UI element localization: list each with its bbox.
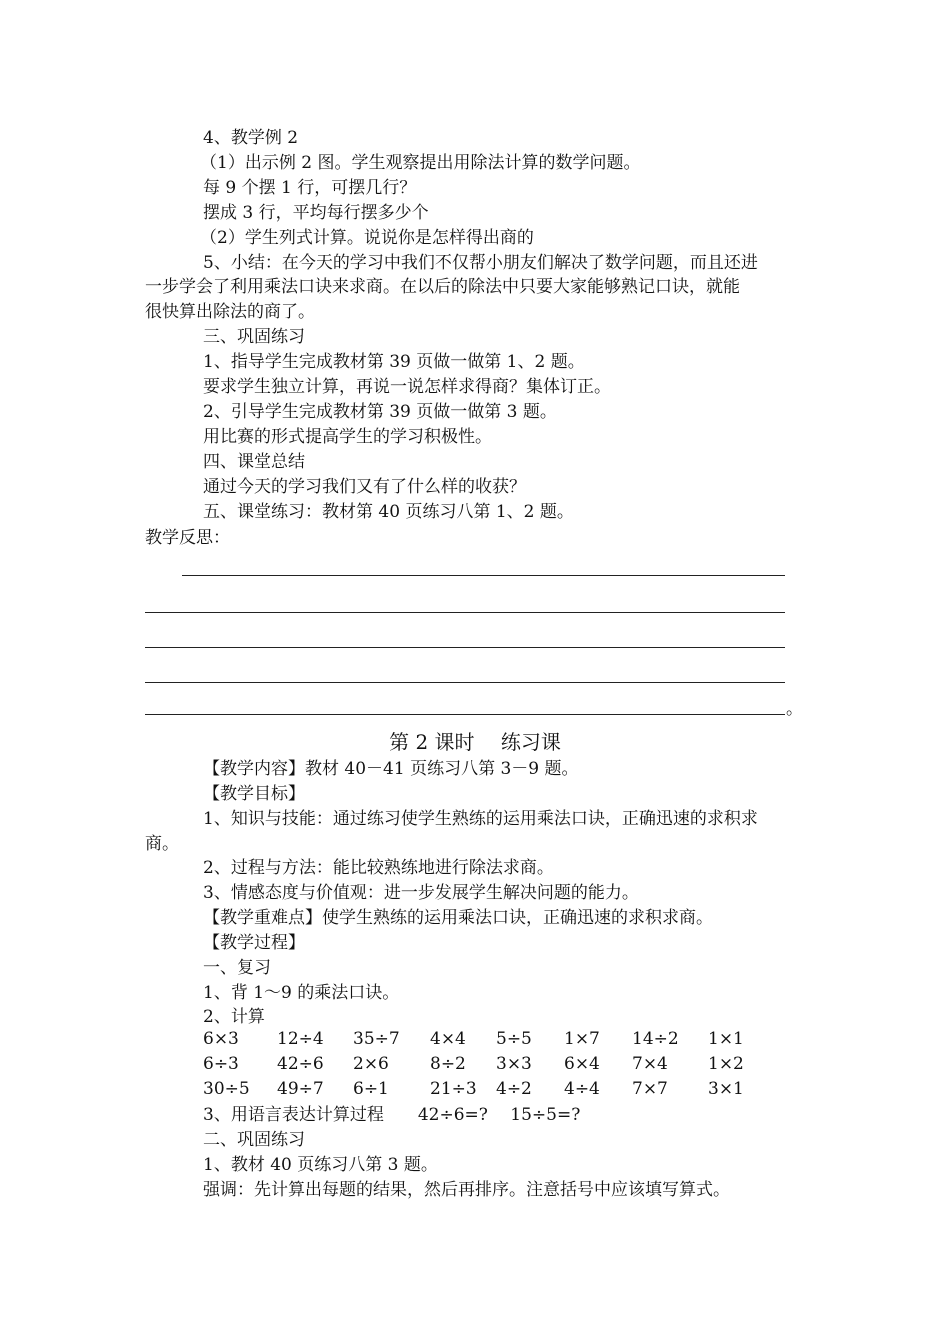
lesson-title (0, 729, 950, 755)
grid-cell: 1×2 (708, 1054, 744, 1074)
text-line: 强调：先计算出每题的结果，然后再排序。注意括号中应该填写算式。 (203, 1180, 730, 1200)
text-line: 1、指导学生完成教材第 39 页做一做第 1、2 题。 (203, 352, 585, 372)
section-heading: 四、课堂总结 (203, 452, 305, 472)
grid-row (203, 1078, 744, 1103)
grid-cell: 4÷2 (496, 1079, 532, 1099)
text-line: 2、计算 (203, 1007, 265, 1027)
reflection-label: 教学反思： (145, 528, 230, 548)
writing-line (145, 647, 785, 648)
grid-cell: 3×3 (496, 1054, 532, 1074)
writing-line (145, 714, 785, 715)
text-line: 【教学目标】 (203, 784, 305, 804)
text-line: 摆成 3 行，平均每行摆多少个 (203, 203, 429, 223)
grid-cell: 2×6 (353, 1054, 389, 1074)
grid-cell: 42÷6 (277, 1054, 324, 1074)
writing-line (182, 575, 785, 576)
grid-cell: 14÷2 (632, 1029, 679, 1049)
grid-cell: 4×4 (430, 1029, 466, 1049)
writing-line (145, 612, 785, 613)
text-line: 5、小结：在今天的学习中我们不仅帮小朋友们解决了数学问题，而且还进 (203, 253, 758, 273)
text-line: 2、引导学生完成教材第 39 页做一做第 3 题。 (203, 402, 557, 422)
lesson-number: 第 2 课时 (389, 730, 475, 754)
grid-cell: 6×3 (203, 1029, 239, 1049)
text-line: 用比赛的形式提高学生的学习积极性。 (203, 427, 492, 447)
grid-cell: 5÷5 (496, 1029, 532, 1049)
text-line: （2）学生列式计算。说说你是怎样得出商的 (200, 228, 534, 248)
section-heading: 二、巩固练习 (203, 1130, 305, 1150)
grid-cell: 3×1 (708, 1079, 744, 1099)
text-line: 一步学会了利用乘法口诀来求商。在以后的除法中只要大家能够熟记口诀，就能 (145, 277, 740, 297)
grid-cell: 12÷4 (277, 1029, 324, 1049)
grid-cell: 49÷7 (277, 1079, 324, 1099)
text-line: 3、情感态度与价值观：进一步发展学生解决问题的能力。 (203, 883, 639, 903)
grid-row (203, 1053, 744, 1078)
lesson-type: 练习课 (500, 730, 561, 754)
text-line: 【教学内容】教材 40－41 页练习八第 3－9 题。 (203, 759, 579, 779)
text-line: 1、知识与技能：通过练习使学生熟练的运用乘法口诀，正确迅速的求积求 (203, 809, 758, 829)
grid-cell: 7×4 (632, 1054, 668, 1074)
text-line: 通过今天的学习我们又有了什么样的收获？ (203, 477, 526, 497)
grid-cell: 6÷1 (353, 1079, 389, 1099)
grid-cell: 7×7 (632, 1079, 668, 1099)
text-line: （1）出示例 2 图。学生观察提出用除法计算的数学问题。 (200, 153, 641, 173)
text-line: 五、课堂练习：教材第 40 页练习八第 1、2 题。 (203, 502, 574, 522)
grid-cell: 8÷2 (430, 1054, 466, 1074)
period-mark: 。 (786, 699, 803, 719)
text-line: 4、教学例 2 (203, 128, 299, 148)
grid-row (203, 1028, 744, 1053)
grid-cell: 1×1 (708, 1029, 744, 1049)
text-line: 3、用语言表达计算过程 42÷6=? 15÷5=? (203, 1105, 581, 1125)
writing-line (145, 682, 785, 683)
text-line: 要求学生独立计算，再说一说怎样求得商？集体订正。 (203, 377, 611, 397)
text-line: 【教学重难点】使学生熟练的运用乘法口诀，正确迅速的求积求商。 (203, 908, 713, 928)
grid-cell: 21÷3 (430, 1079, 477, 1099)
text-line: 【教学过程】 (203, 933, 305, 953)
grid-cell: 6÷3 (203, 1054, 239, 1074)
section-heading: 一、复习 (203, 958, 271, 978)
text-line: 1、教材 40 页练习八第 3 题。 (203, 1155, 438, 1175)
text-line: 很快算出除法的商了。 (145, 302, 315, 322)
grid-cell: 1×7 (564, 1029, 600, 1049)
text-line: 每 9 个摆 1 行，可摆几行？ (203, 178, 417, 198)
grid-cell: 4÷4 (564, 1079, 600, 1099)
section-heading: 三、巩固练习 (203, 327, 305, 347)
grid-cell: 30÷5 (203, 1079, 250, 1099)
text-line: 1、背 1～9 的乘法口诀。 (203, 983, 400, 1003)
grid-cell: 6×4 (564, 1054, 600, 1074)
text-line: 商。 (145, 834, 179, 854)
grid-cell: 35÷7 (353, 1029, 400, 1049)
calculation-grid (203, 1028, 744, 1103)
text-line: 2、过程与方法：能比较熟练地进行除法求商。 (203, 858, 554, 878)
